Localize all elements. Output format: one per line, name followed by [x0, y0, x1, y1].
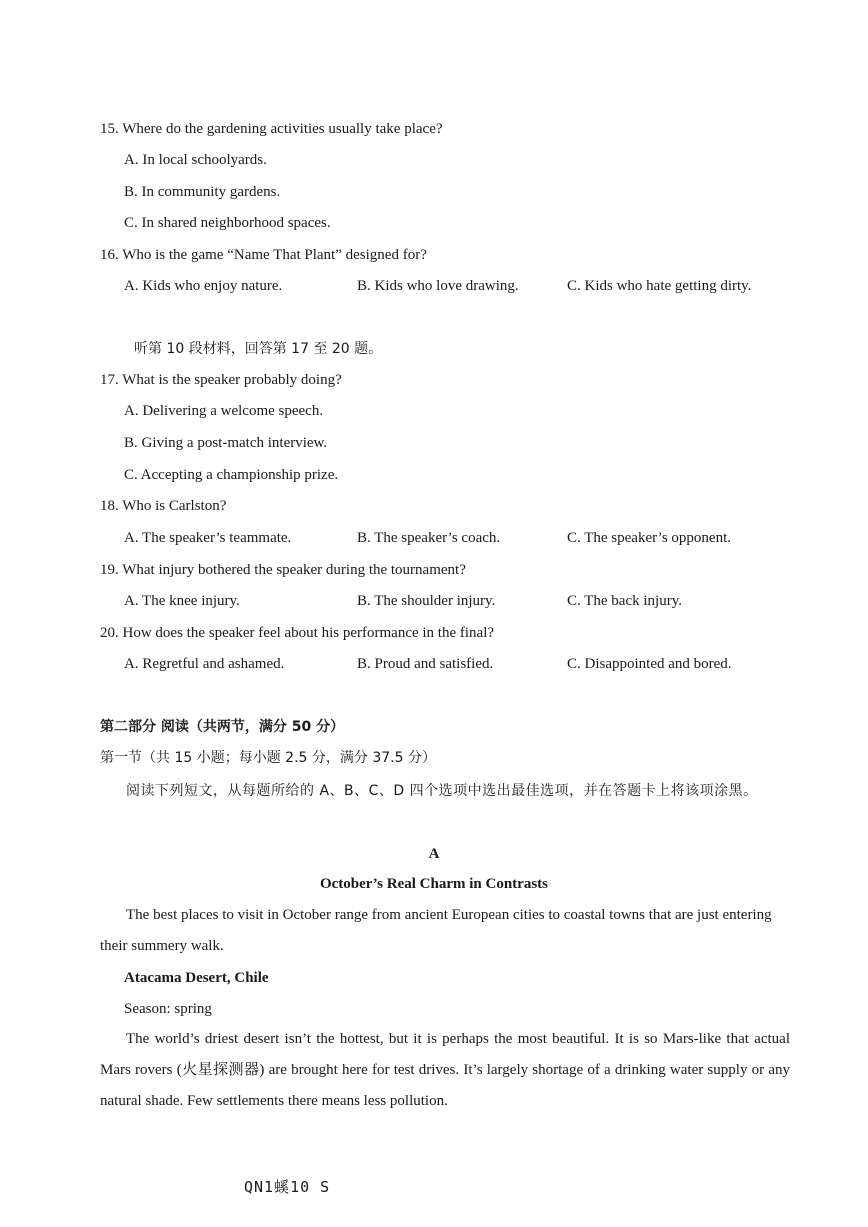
section-instruction-10: 听第 10 段材料，回答第 17 至 20 题。 — [134, 341, 383, 357]
question-18-option-b: B. The speaker’s coach. — [357, 530, 501, 546]
question-15-option-a: A. In local schoolyards. — [124, 152, 267, 168]
section-1-title: 第一节（共 15 小题；每小题 2.5 分，满分 37.5 分） — [100, 750, 436, 766]
question-16-option-a: A. Kids who enjoy nature. — [124, 278, 283, 294]
question-16-option-c: C. Kids who hate getting dirty. — [567, 278, 752, 294]
question-19-stem: 19. What injury bothered the speaker during the tournament? — [100, 562, 466, 578]
question-18-option-c: C. The speaker’s opponent. — [567, 530, 731, 546]
passage-intro: The best places to visit in October range from ancient European cities to coastal towns that are just entering their summery walk. — [100, 907, 772, 954]
place-heading: Atacama Desert, Chile — [124, 970, 269, 986]
question-20-stem: 20. How does the speaker feel about his performance in the final? — [100, 625, 495, 641]
place-season: Season: spring — [124, 1001, 212, 1017]
passage-letter: A — [428, 846, 440, 862]
question-19-option-c: C. The back injury. — [567, 593, 682, 609]
question-15-stem: 15. Where do the gardening activities usually take place? — [100, 121, 443, 137]
part-2-title: 第二部分 阅读（共两节，满分 50 分） — [100, 719, 345, 735]
question-18-stem: 18. Who is Carlston? — [100, 498, 227, 514]
question-20-option-a: A. Regretful and ashamed. — [124, 656, 285, 672]
question-16-option-b: B. Kids who love drawing. — [357, 278, 519, 294]
question-18-option-a: A. The speaker’s teammate. — [124, 530, 292, 546]
question-17-option-b: B. Giving a post-match interview. — [124, 435, 328, 451]
question-17-option-c: C. Accepting a championship prize. — [124, 467, 339, 483]
question-20-option-c: C. Disappointed and bored. — [567, 656, 732, 672]
question-19-option-a: A. The knee injury. — [124, 593, 240, 609]
page-footer-code: QN1螇10 S — [244, 1178, 331, 1196]
question-20-option-b: B. Proud and satisfied. — [357, 656, 494, 672]
question-19-option-b: B. The shoulder injury. — [357, 593, 496, 609]
question-15-option-b: B. In community gardens. — [124, 184, 281, 200]
place-description: The world’s driest desert isn’t the hottest, but it is perhaps the most beautiful. It is so Mars-like that actual Mars rovers (火星探测器) are brought here for test drives. It’s largely shortage of a drinking water supply or any natural shade. Few settlements there means less pollution. — [100, 1031, 790, 1109]
question-15-option-c: C. In shared neighborhood spaces. — [124, 215, 331, 231]
passage-title: October’s Real Charm in Contrasts — [319, 876, 549, 892]
question-17-stem: 17. What is the speaker probably doing? — [100, 372, 342, 388]
reading-instruction: 阅读下列短文，从每题所给的 A、B、C、D 四个选项中选出最佳选项，并在答题卡上将该项涂黑。 — [126, 783, 758, 799]
question-16-stem: 16. Who is the game “Name That Plant” designed for? — [100, 247, 427, 263]
question-17-option-a: A. Delivering a welcome speech. — [124, 403, 324, 419]
